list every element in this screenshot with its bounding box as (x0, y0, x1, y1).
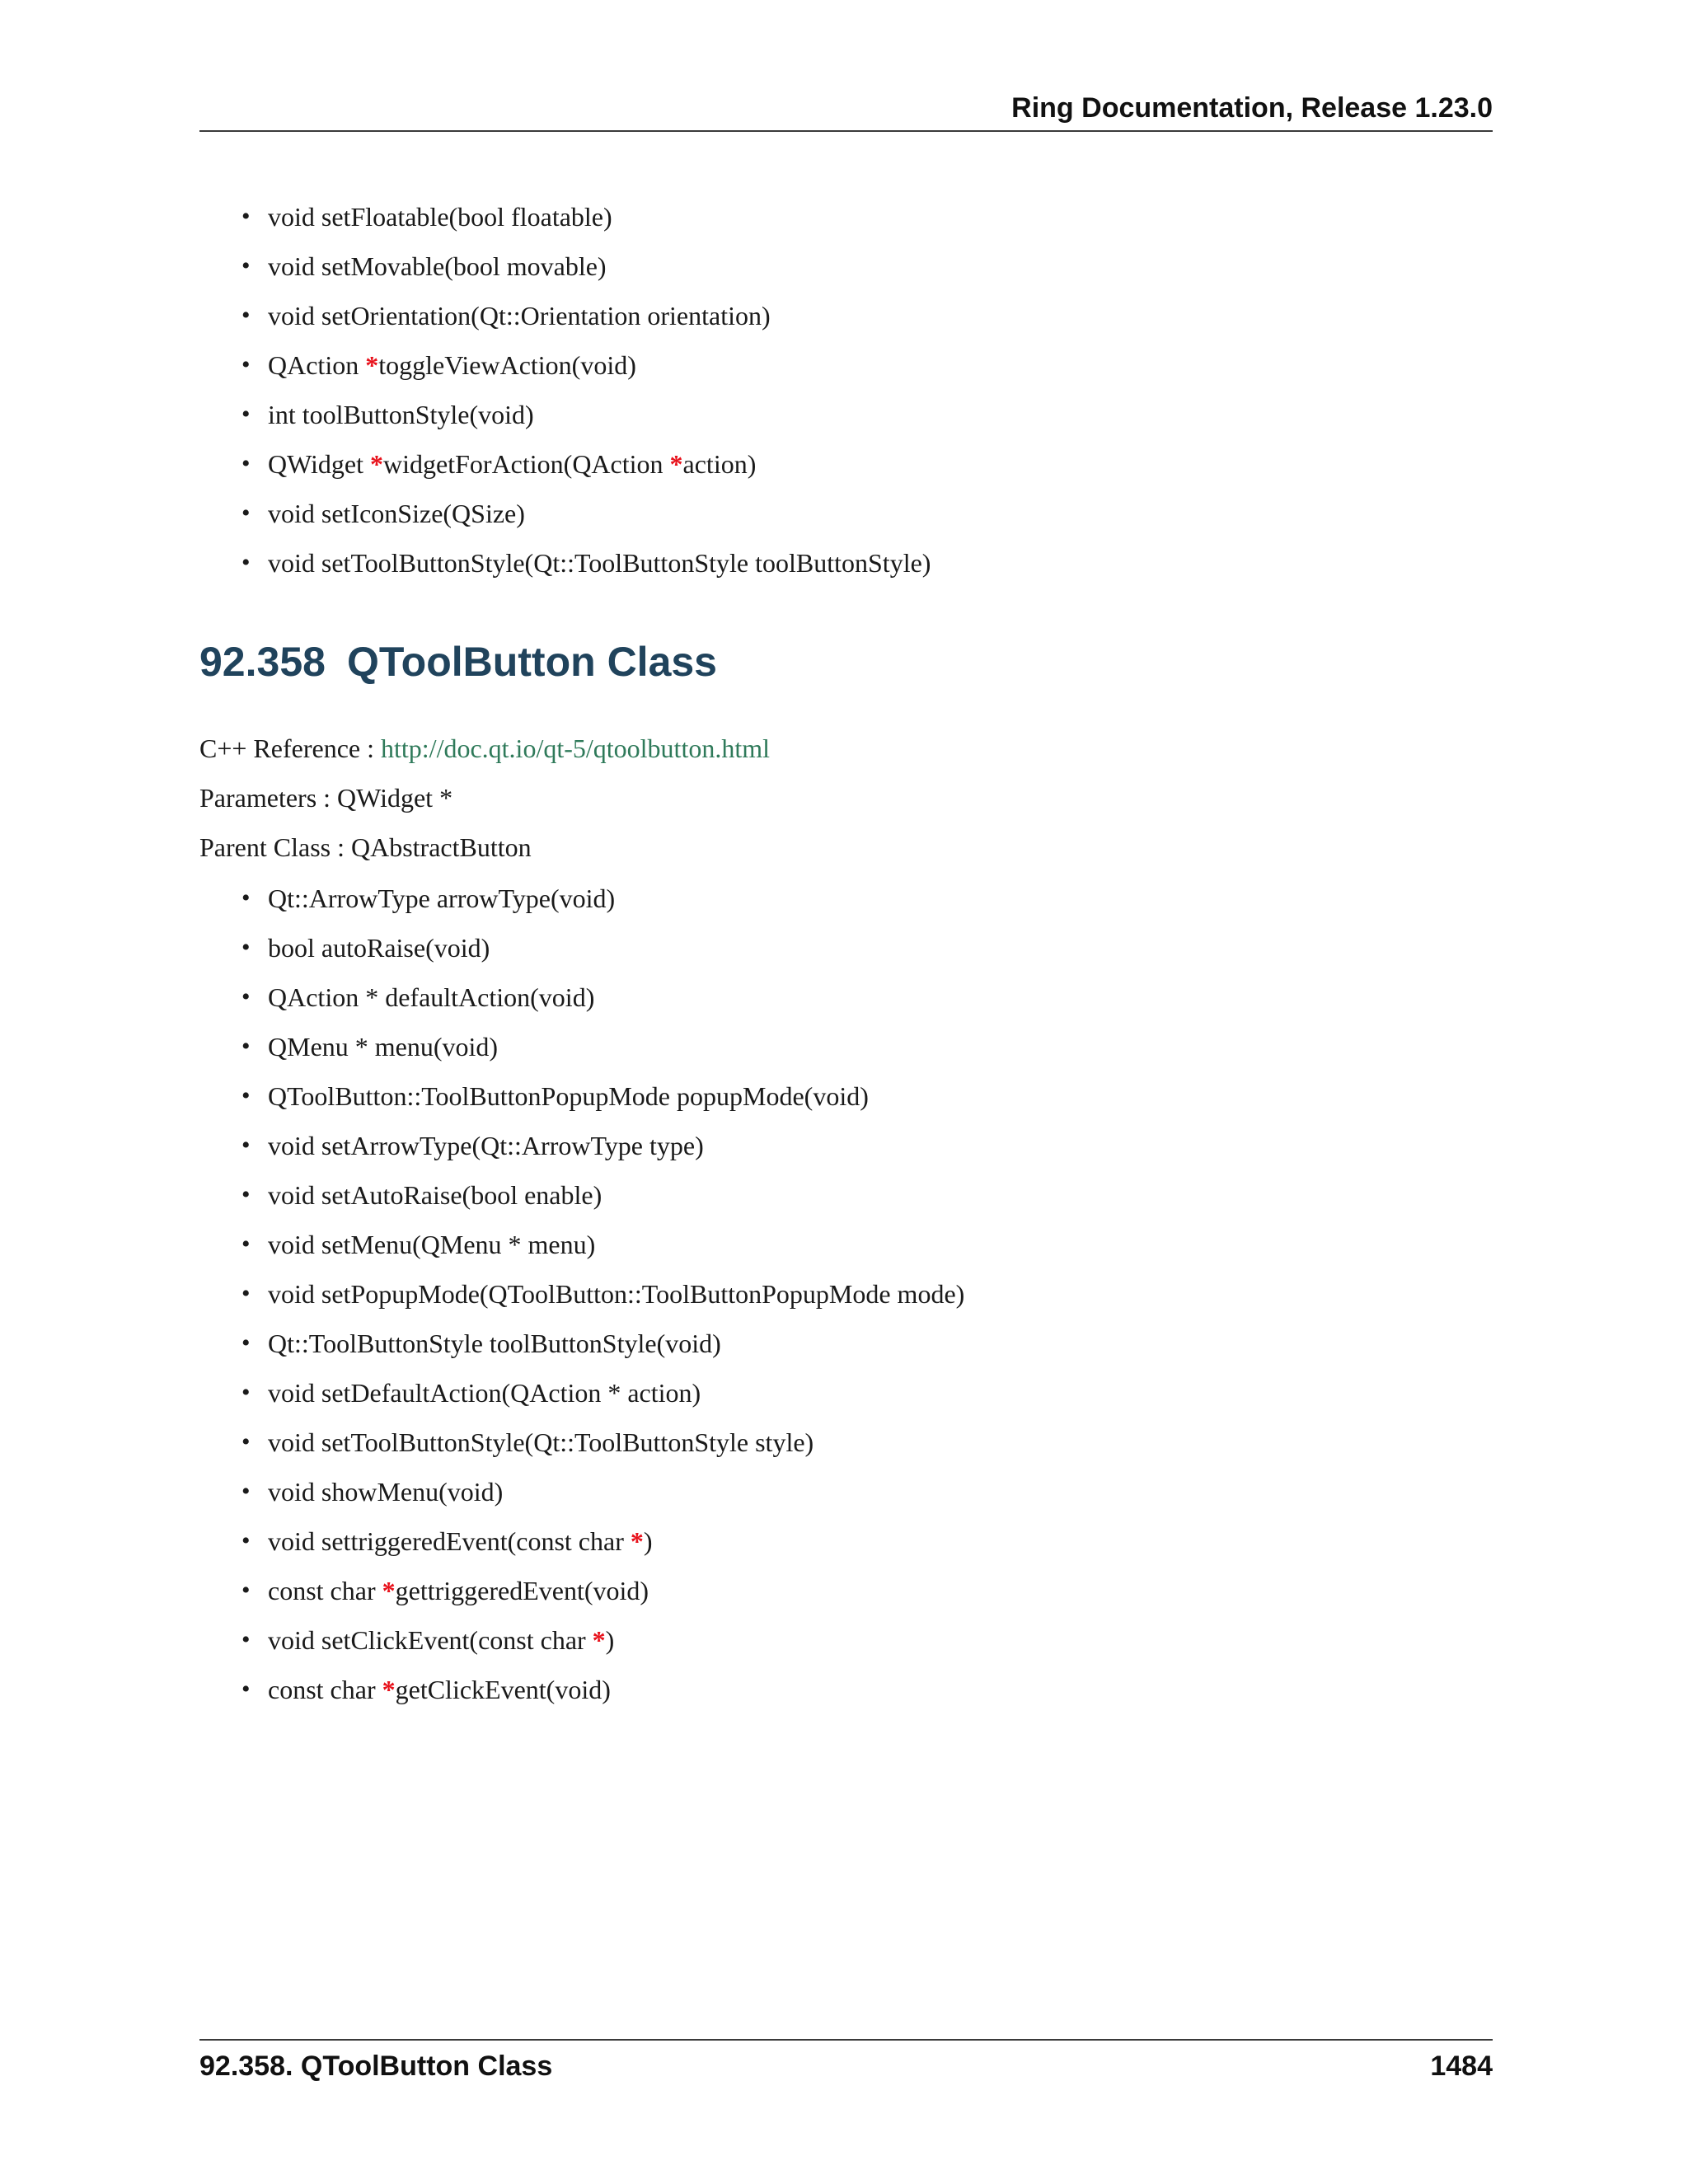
method-signature-text: widgetForAction(QAction (383, 449, 670, 479)
bullet-icon: • (241, 1675, 251, 1703)
section-heading (199, 638, 717, 686)
method-signature-text: void setOrientation(Qt::Orientation orientation) (268, 301, 771, 330)
bullet-icon: • (241, 401, 251, 428)
method-item (0, 241, 931, 291)
bullet-icon: • (241, 499, 251, 527)
method-signature-text: void setMovable(bool movable) (268, 251, 607, 281)
bullet-icon: • (241, 1428, 251, 1455)
method-item (0, 1665, 964, 1714)
bullet-icon: • (241, 203, 251, 230)
bullet-icon: • (241, 549, 251, 576)
method-signature-text: void setMenu(QMenu * menu) (268, 1230, 596, 1259)
method-item (0, 874, 964, 923)
bullet-icon: • (241, 1132, 251, 1159)
method-signature-text: const char (268, 1576, 382, 1605)
footer-section: 92.358. QToolButton Class (199, 2050, 553, 2082)
page-number: 1484 (1430, 2050, 1493, 2082)
section-number: 92.358 (199, 639, 326, 685)
method-signature-text: getClickEvent(void) (395, 1675, 611, 1704)
bullet-icon: • (241, 351, 251, 378)
method-signature-text: void setToolButtonStyle(Qt::ToolButtonStyle style) (268, 1427, 814, 1457)
bullet-icon: • (241, 1033, 251, 1060)
method-item (0, 1319, 964, 1368)
method-item (0, 1170, 964, 1220)
bullet-icon: • (241, 1478, 251, 1505)
method-signature-text: toggleViewAction(void) (378, 350, 636, 380)
bullet-icon: • (241, 252, 251, 279)
bullet-icon: • (241, 1181, 251, 1208)
method-signature-text: ) (643, 1526, 653, 1556)
bullet-icon: • (241, 884, 251, 912)
method-item (0, 1121, 964, 1170)
pointer-asterisk: * (592, 1625, 606, 1655)
parameters-line: Parameters : QWidget * (199, 783, 453, 813)
cpp-reference-label: C++ Reference : (199, 733, 381, 763)
cpp-reference-line (199, 728, 770, 769)
bullet-icon: • (241, 1379, 251, 1406)
method-signature-text: void setFloatable(bool floatable) (268, 202, 612, 232)
method-item (0, 291, 931, 340)
method-signature-text: void setIconSize(QSize) (268, 499, 525, 528)
bullet-icon: • (241, 1577, 251, 1604)
method-signature-text: QAction (268, 350, 366, 380)
bullet-icon: • (241, 1280, 251, 1307)
method-item (0, 538, 931, 588)
method-signature-text: int toolButtonStyle(void) (268, 400, 534, 429)
bullet-icon: • (241, 1626, 251, 1653)
section-title: QToolButton Class (346, 639, 717, 685)
method-signature-text: action) (682, 449, 757, 479)
document-title: Ring Documentation, Release 1.23.0 (1011, 92, 1493, 124)
method-item (0, 340, 931, 390)
bullet-icon: • (241, 1082, 251, 1109)
method-item (0, 1467, 964, 1516)
method-item (0, 1418, 964, 1467)
method-item (0, 390, 931, 439)
method-item (0, 1022, 964, 1071)
bullet-icon: • (241, 1527, 251, 1554)
method-item (0, 1269, 964, 1319)
pointer-asterisk: * (669, 449, 683, 479)
method-item (0, 1368, 964, 1418)
method-item (0, 1566, 964, 1615)
bullet-icon: • (241, 1230, 251, 1258)
method-signature-text: ) (605, 1625, 615, 1655)
method-signature-text: Qt::ToolButtonStyle toolButtonStyle(void) (268, 1329, 721, 1358)
method-signature-text: QToolButton::ToolButtonPopupMode popupMode(void) (268, 1081, 869, 1111)
bullet-icon: • (241, 934, 251, 961)
method-signature-text: void setToolButtonStyle(Qt::ToolButtonStyle toolButtonStyle) (268, 548, 931, 578)
method-signature-text: const char (268, 1675, 382, 1704)
parent-class-line: Parent Class : QAbstractButton (199, 832, 532, 862)
method-signature-text: QAction * defaultAction(void) (268, 982, 595, 1012)
method-item (0, 1220, 964, 1269)
method-item (0, 192, 931, 241)
method-signature-text: void setClickEvent(const char (268, 1625, 593, 1655)
method-signature-text: void settriggeredEvent(const char (268, 1526, 631, 1556)
method-signature-text: Qt::ArrowType arrowType(void) (268, 883, 616, 913)
pointer-asterisk: * (630, 1526, 644, 1556)
method-signature-text: void setAutoRaise(bool enable) (268, 1180, 603, 1210)
method-signature-text: void setDefaultAction(QAction * action) (268, 1378, 701, 1408)
page-footer (199, 2039, 1493, 2090)
method-signature-text: void setPopupMode(QToolButton::ToolButtonPopupMode mode) (268, 1279, 965, 1309)
bullet-icon: • (241, 302, 251, 329)
bullet-icon: • (241, 983, 251, 1010)
pointer-asterisk: * (382, 1576, 396, 1605)
pointer-asterisk: * (382, 1675, 396, 1704)
method-signature-text: QWidget (268, 449, 371, 479)
method-list-top (0, 192, 931, 588)
method-item (0, 489, 931, 538)
cpp-reference-link[interactable]: http://doc.qt.io/qt-5/qtoolbutton.html (381, 733, 770, 763)
page-header (199, 89, 1493, 132)
method-signature-text: bool autoRaise(void) (268, 933, 490, 963)
method-signature-text: gettriggeredEvent(void) (395, 1576, 649, 1605)
method-item (0, 1615, 964, 1665)
bullet-icon: • (241, 1329, 251, 1357)
method-item (0, 439, 931, 489)
method-list (0, 874, 964, 1714)
bullet-icon: • (241, 450, 251, 477)
method-signature-text: void showMenu(void) (268, 1477, 504, 1507)
method-signature-text: void setArrowType(Qt::ArrowType type) (268, 1131, 704, 1160)
method-item (0, 972, 964, 1022)
method-item (0, 1516, 964, 1566)
pointer-asterisk: * (365, 350, 379, 380)
method-item (0, 923, 964, 972)
pointer-asterisk: * (370, 449, 384, 479)
method-signature-text: QMenu * menu(void) (268, 1032, 499, 1062)
method-item (0, 1071, 964, 1121)
